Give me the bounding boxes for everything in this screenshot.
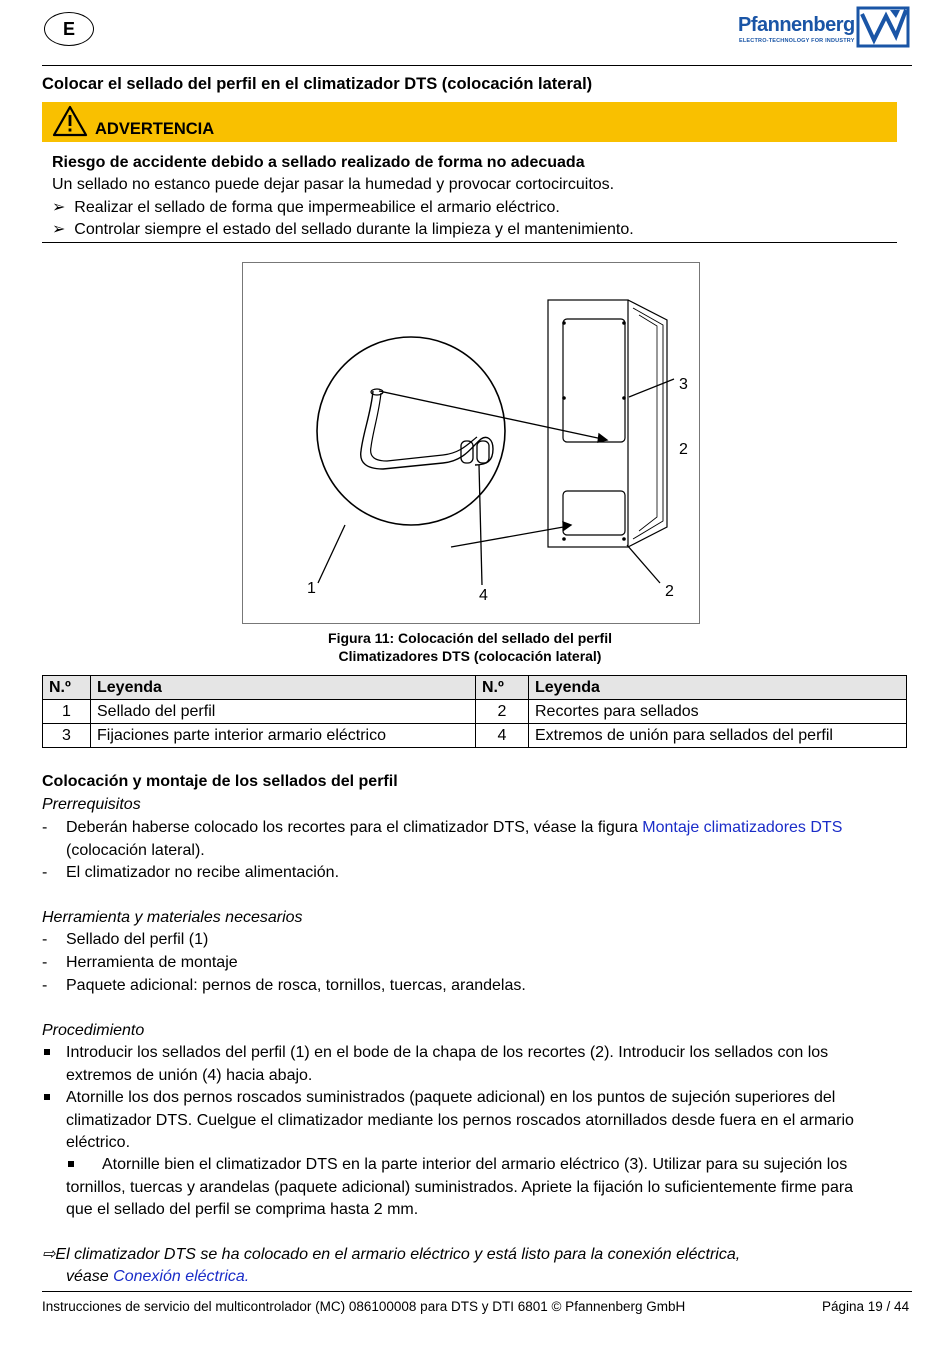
square-bullet-icon [68,1161,74,1167]
leader-upper [379,391,607,440]
seal-joint [477,441,489,463]
air-conditioner-unit [548,300,667,547]
warning-bottom-rule [42,242,897,243]
prereq-item [66,817,842,839]
header-cell: Leyenda [529,676,907,700]
company-logo [738,6,910,50]
arrow-bullet-icon: ➢ [52,199,66,216]
prereq-title: Prerrequisitos [42,796,141,813]
tool-item: Herramienta de montaje [66,954,238,971]
callout-4: 4 [479,587,488,604]
warning-action-text: Controlar siempre el estado del sellado durante la limpieza y el mantenimiento. [74,221,634,238]
table-cell: 2 [476,700,529,724]
leader-2b [627,545,660,583]
tool-item: Sellado del perfil (1) [66,931,209,948]
leader-lower [451,526,569,547]
warning-action [52,197,560,219]
page-number: Página 19 / 44 [822,1299,910,1314]
footer-rule [42,1291,912,1292]
warning-action-text: Realizar el sellado de forma que impermeabilice el armario eléctrico. [74,199,560,216]
prereq-text: Deberán haberse colocado los recortes para el climatizador DTS, véase la figura [66,819,643,836]
table-cell: Recortes para sellados [529,700,907,724]
figure-link[interactable]: Montaje climatizadores DTS [642,819,843,836]
logo-wave-icon [856,6,910,48]
prereq-item: El climatizador no recibe alimentación. [66,864,340,881]
callout-1: 1 [307,580,316,597]
result-line [42,1244,740,1266]
prereq-item-cont: (colocación lateral). [66,842,205,859]
step-line: Atornille bien el climatizador DTS en la parte interior del armario eléctrico (3). Utilizar para su sujeción los [102,1156,848,1173]
language-code: E [62,18,75,39]
legend-table [42,675,907,748]
footer-text: Instrucciones de servicio del multicontrolador (MC) 086100008 para DTS y DTI 6801 © Pfannenberg GmbH [42,1299,686,1314]
figure-caption-line1: Figura 11: Colocación del sellado del perfil [328,630,612,646]
leader-4 [479,465,482,585]
square-bullet-icon [44,1049,50,1055]
header-cell: N.º [476,676,529,700]
square-bullet-icon [44,1094,50,1100]
section-title: Colocar el sellado del perfil en el climatizador DTS (colocación lateral) [42,75,593,93]
table-cell: 3 [43,724,91,748]
warning-action [52,219,634,241]
figure-caption-line2: Climatizadores DTS (colocación lateral) [338,648,602,664]
table-row [43,700,907,724]
list-dash: - [42,954,48,971]
header-cell: Leyenda [91,676,476,700]
language-badge [44,12,94,46]
seal-diagram [243,263,699,623]
warning-banner [42,102,897,142]
step-line: tornillos, tuercas y arandelas (paquete adicional) suministrados. Apriete la fijación lo suficientemente firme para [66,1179,854,1196]
table-cell: Sellado del perfil [91,700,476,724]
step-line: eléctrico. [66,1134,131,1151]
detail-circle [317,337,505,525]
header-cell: N.º [43,676,91,700]
procedure-title: Procedimiento [42,1022,145,1039]
step-line: que el sellado del perfil se comprima hasta 2 mm. [66,1201,419,1218]
warning-heading: Riesgo de accidente debido a sellado realizado de forma no adecuada [52,154,585,171]
list-dash: - [42,864,48,881]
header-rule [42,65,912,66]
table-cell: Extremos de unión para sellados del perfil [529,724,907,748]
tool-item: Paquete adicional: pernos de rosca, tornillos, tuercas, arandelas. [66,977,526,994]
upper-cutout [563,319,625,442]
lower-cutout [563,491,625,535]
result-text: El climatizador DTS se ha colocado en el armario eléctrico y está listo para la conexión eléctrica, [55,1246,741,1263]
warning-label: ADVERTENCIA [95,120,215,138]
callout-2a: 2 [679,441,688,458]
tools-title: Herramienta y materiales necesarios [42,909,303,926]
mounting-title: Colocación y montaje de los sellados del perfil [42,773,398,790]
step-line: extremos de unión (4) hacia abajo. [66,1067,313,1084]
result-text: véase [66,1268,114,1285]
table-cell: 4 [476,724,529,748]
arrow-bullet-icon: ➢ [52,221,66,238]
callout-3: 3 [679,376,688,393]
table-header-row [43,676,907,700]
result-line-2 [66,1266,249,1288]
step-line: Atornille los dos pernos roscados suministrados (paquete adicional) en los puntos de sujeción superiores del [66,1089,836,1106]
list-dash: - [42,819,48,836]
unit-side [628,300,667,547]
step-line: Introducir los sellados del perfil (1) en el bode de la chapa de los recortes (2). Introducir los sellados con los [66,1044,829,1061]
logo-name: Pfannenberg [738,14,855,36]
warning-text: Un sellado no estanco puede dejar pasar la humedad y provocar cortocircuitos. [52,176,615,193]
unit-front [548,300,628,547]
table-cell: 1 [43,700,91,724]
list-dash: - [42,931,48,948]
logo-tagline: ELECTRO-TECHNOLOGY FOR INDUSTRY [739,38,855,44]
result-arrow-icon: ⇨ [42,1246,56,1263]
step-line: climatizador DTS. Cuelgue el climatizador mediante los pernos roscados atornillados desde fuera en el armario [66,1112,854,1129]
electrical-connection-link[interactable]: Conexión eléctrica. [113,1268,250,1285]
callout-2b: 2 [665,583,674,600]
leader-1 [318,525,345,583]
table-row [43,724,907,748]
table-cell: Fijaciones parte interior armario eléctrico [91,724,476,748]
list-dash: - [42,977,48,994]
figure-frame [242,262,700,624]
warning-triangle-icon [52,105,88,137]
